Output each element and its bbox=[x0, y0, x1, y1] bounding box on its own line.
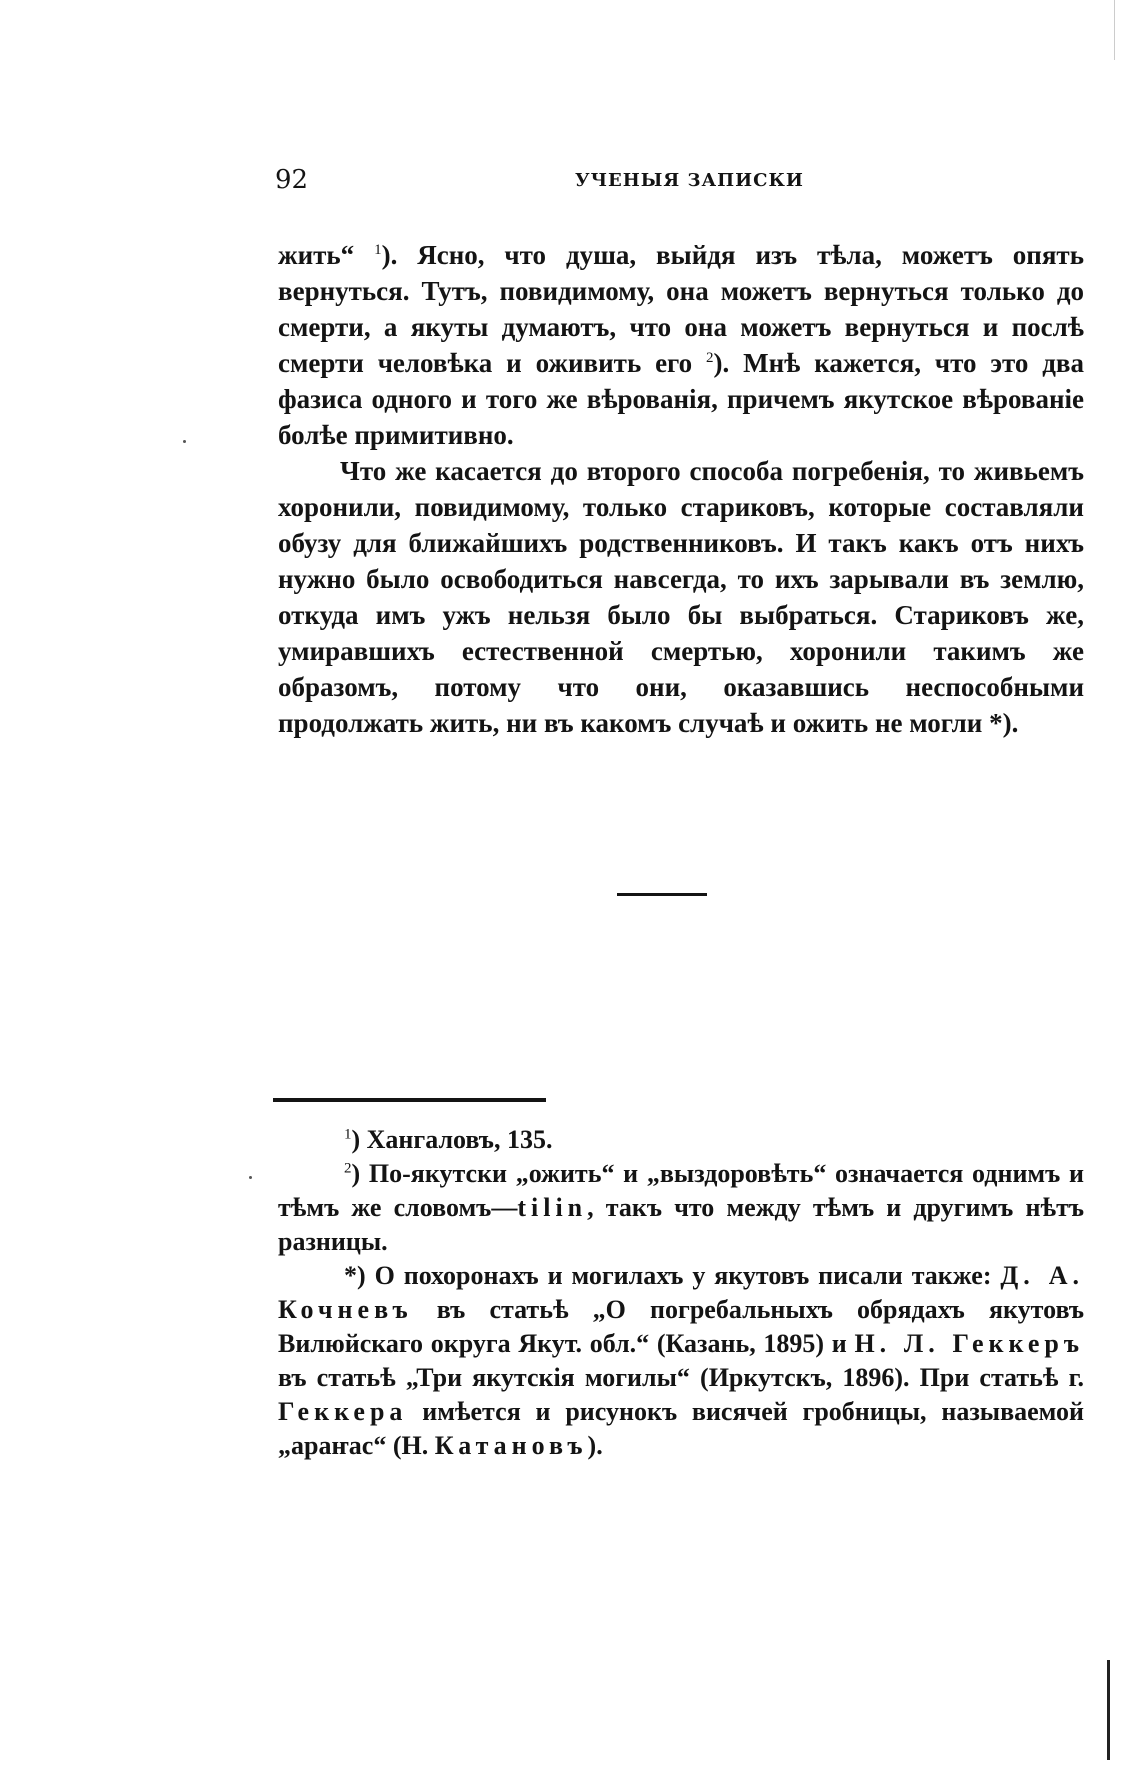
footnote-2-text-a: ) По-якутски „ожить“ и „выздоровѣть“ означается однимъ и тѣмъ же словомъ— bbox=[278, 1159, 1084, 1222]
footnote-1-text: ) Хангаловъ, 135. bbox=[351, 1125, 553, 1154]
footnote-3-text-c: въ статьѣ „Три якутскія могилы“ (Иркутскъ, 1896). При статьѣ г. bbox=[278, 1363, 1084, 1392]
footnote-3-author-2: Н. Л. Геккеръ bbox=[854, 1329, 1085, 1358]
footnote-separator bbox=[273, 1098, 546, 1102]
scan-edge-mark bbox=[1114, 0, 1115, 60]
footnote-2-mark: 2 bbox=[344, 1160, 352, 1177]
footnote-3-author-1: Д. А. Кочневъ bbox=[278, 1261, 1084, 1324]
footnote-ref-1: 1 bbox=[374, 242, 382, 258]
footnote-ref-2: 2 bbox=[706, 350, 714, 366]
p1-text-a: жить“ bbox=[278, 240, 375, 270]
footnote-3-text-d: имѣется и рисунокъ висячей гробницы, называемой „араҥас“ (Н. bbox=[278, 1397, 1084, 1460]
scan-speck bbox=[183, 440, 186, 443]
footnote-3-text-e: ). bbox=[587, 1431, 603, 1460]
paragraph-1 bbox=[278, 237, 1084, 453]
paragraph-2: Что же касается до второго способа погребенія, то живьемъ хоронили, повидимому, только стариковъ, которые составляли обузу для ближайшихъ родственниковъ. И такъ какъ отъ нихъ нужно было освободиться навсегда, то ихъ зарывали въ землю, откуда имъ ужъ нельзя было бы выбраться. Стариковъ же, умиравшихъ естественной смертью, хоронили такимъ же образомъ, потому что они, оказавшись неспособными продолжать жить, ни въ какомъ случаѣ и ожить не могли *). bbox=[278, 456, 1084, 738]
scan-speck bbox=[249, 1176, 252, 1179]
main-text bbox=[278, 237, 1084, 741]
scan-edge-mark bbox=[1107, 1660, 1110, 1760]
footnote-2-text-b: , такъ что между тѣмъ и другимъ нѣтъ разницы. bbox=[278, 1193, 1085, 1256]
footnote-3-author-4: Катановъ bbox=[434, 1431, 588, 1460]
footnote-2-term: tilin bbox=[517, 1193, 588, 1222]
footnote-1-mark: 1 bbox=[344, 1126, 352, 1143]
p1-text-b: ). Ясно, что душа, выйдя изъ тѣла, можетъ опять вернуться. Тутъ, повидимому, она можетъ вернуться только до смерти, а якуты думаютъ, что она можетъ вернуться и послѣ смерти человѣка и оживить его bbox=[278, 240, 1084, 378]
footnotes bbox=[278, 1123, 1084, 1463]
page-header bbox=[275, 165, 1085, 205]
running-title: УЧЕНЫЯ ЗАПИСКИ bbox=[575, 170, 804, 191]
footnote-3 bbox=[278, 1259, 1084, 1463]
page-number: 92 bbox=[275, 165, 309, 195]
footnote-1 bbox=[278, 1123, 1084, 1157]
footnote-3-text-a: *) О похоронахъ и могилахъ у якутовъ писали также: bbox=[344, 1261, 1001, 1290]
section-end-rule bbox=[617, 893, 707, 896]
p1-text-c: ). Мнѣ кажется, что это два фазиса одного и того же вѣрованія, причемъ якутское вѣрованіе болѣе примитивно. bbox=[278, 348, 1084, 450]
footnote-3-text-b: въ статьѣ „О погребальныхъ обрядахъ якутовъ Вилюйскаго округа Якут. обл.“ (Казань, 1895) и bbox=[278, 1295, 1084, 1358]
footnote-3-author-3: Геккера bbox=[278, 1397, 408, 1426]
footnote-2 bbox=[278, 1157, 1084, 1259]
